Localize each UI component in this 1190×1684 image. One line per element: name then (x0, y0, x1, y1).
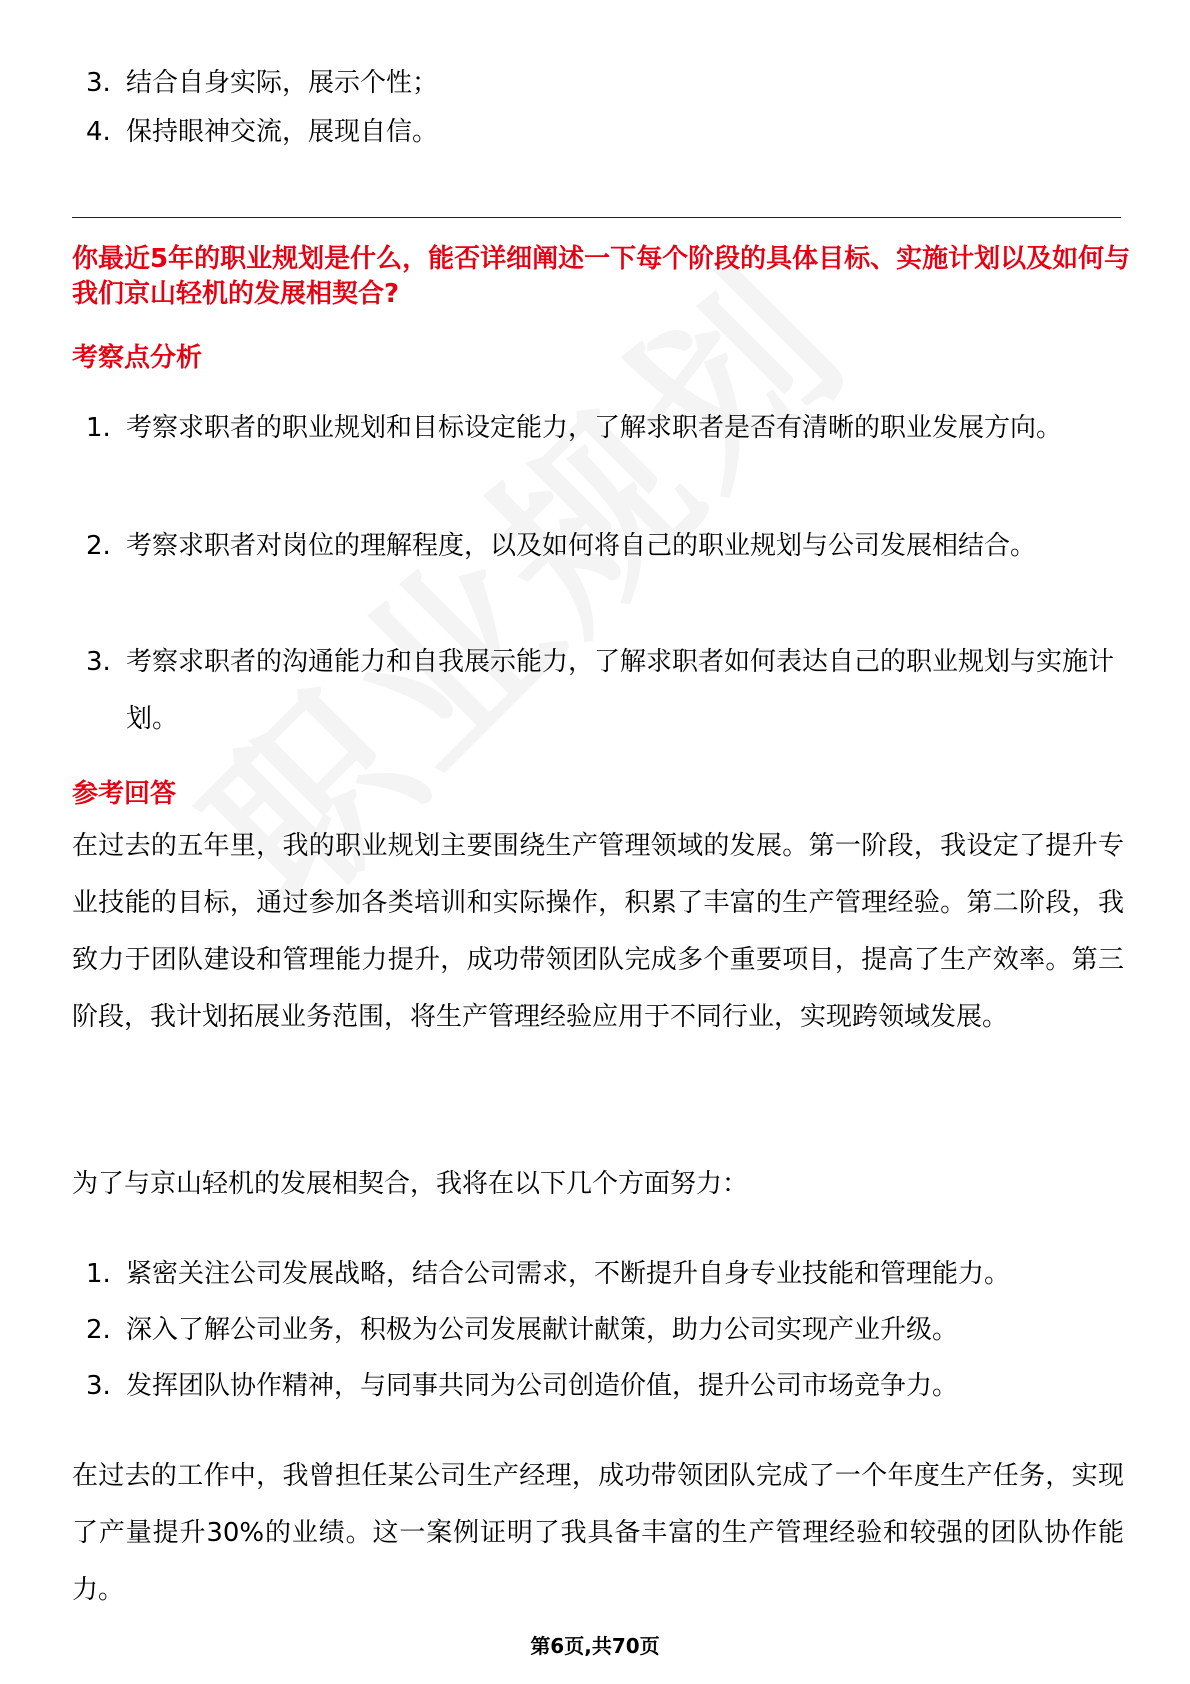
answer-paragraph: 在过去的五年里，我的职业规划主要围绕生产管理领域的发展。第一阶段，我设定了提升专业技能的目标，通过参加各类培训和实际操作，积累了丰富的生产管理经验。第二阶段，我致力于团队建设和管理能力提升，成功带领团队完成多个重要项目，提高了生产效率。第三阶段，我计划拓展业务范围，将生产管理经验应用于不同行业，实现跨领域发展。 (72, 831, 1124, 1032)
answer-paragraph: 为了与京山轻机的发展相契合，我将在以下几个方面努力： (72, 1169, 749, 1199)
list-number: 3. (86, 68, 111, 98)
list-item (86, 1358, 1116, 1415)
list-number: 2. (86, 1315, 111, 1345)
list-text: 发挥团队协作精神，与同事共同为公司创造价值，提升公司市场竞争力。 (126, 1371, 959, 1401)
section-divider (72, 217, 1121, 218)
list-number: 1. (86, 413, 111, 443)
list-text: 考察求职者对岗位的理解程度，以及如何将自己的职业规划与公司发展相结合。 (126, 531, 1037, 561)
list-text: 保持眼神交流，展现自信。 (126, 117, 439, 147)
list-text: 考察求职者的沟通能力和自我展示能力，了解求职者如何表达自己的职业规划与实施计划。 (126, 647, 1115, 734)
list-text: 深入了解公司业务，积极为公司发展献计献策，助力公司实现产业升级。 (126, 1315, 959, 1345)
list-item (86, 400, 1116, 457)
list-item (86, 1246, 1116, 1303)
answer-heading: 参考回答 (72, 779, 177, 809)
list-item (86, 1302, 1116, 1359)
list-number: 2. (86, 531, 111, 561)
list-text: 考察求职者的职业规划和目标设定能力，了解求职者是否有清晰的职业发展方向。 (126, 413, 1063, 443)
list-text: 紧密关注公司发展战略，结合公司需求，不断提升自身专业技能和管理能力。 (126, 1259, 1011, 1289)
list-text: 结合自身实际，展示个性； (126, 68, 439, 98)
list-number: 1. (86, 1259, 111, 1289)
page-number: 第6页,共70页 (530, 1634, 660, 1658)
list-item (86, 104, 1116, 161)
list-item (86, 518, 1116, 575)
analysis-heading: 考察点分析 (72, 343, 203, 373)
answer-paragraph: 在过去的工作中，我曾担任某公司生产经理，成功带领团队完成了一个年度生产任务，实现了产量提升30%的业绩。这一案例证明了我具备丰富的生产管理经验和较强的团队协作能力。 (72, 1461, 1124, 1605)
list-number: 4. (86, 117, 111, 147)
list-item (86, 634, 1116, 748)
question-title: 你最近5年的职业规划是什么，能否详细阐述一下每个阶段的具体目标、实施计划以及如何与我们京山轻机的发展相契合? (72, 244, 1131, 309)
list-number: 3. (86, 647, 111, 677)
list-number: 3. (86, 1371, 111, 1401)
